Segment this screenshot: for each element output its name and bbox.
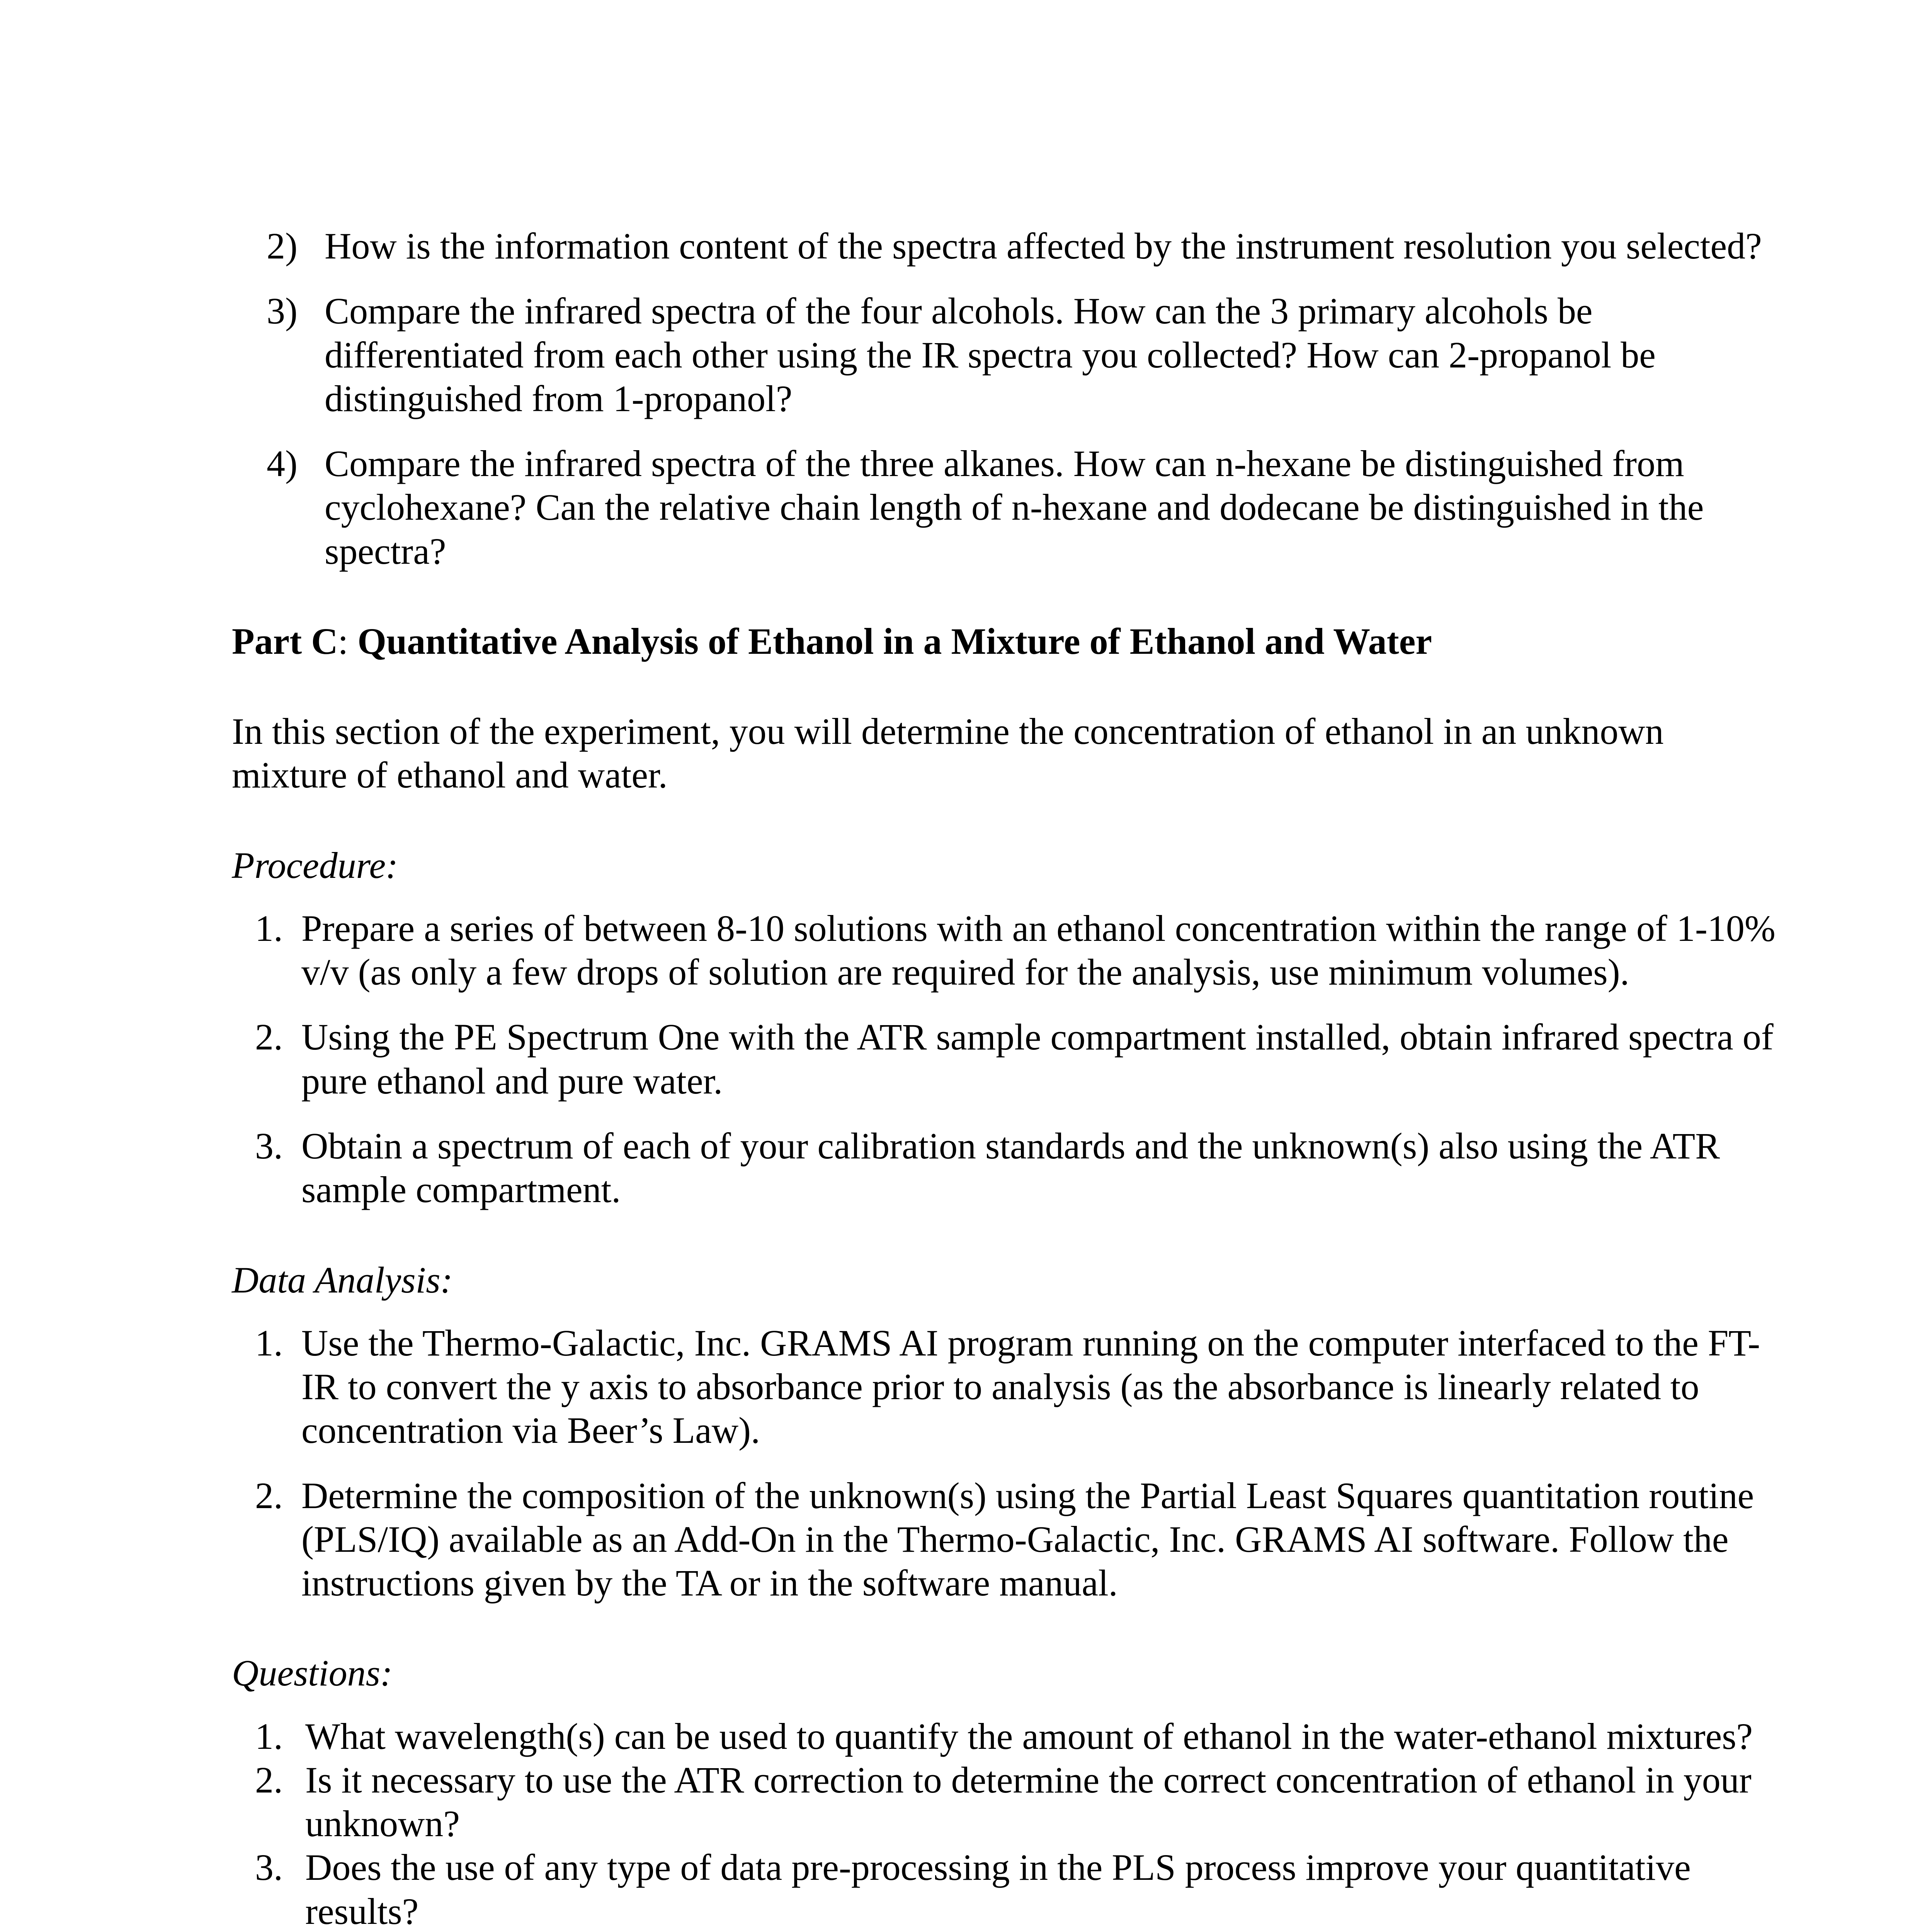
part-c-heading (232, 619, 1777, 663)
list-item (255, 1474, 1777, 1605)
item-number: 2. (255, 1759, 283, 1801)
part-c-title: Quantitative Analysis of Ethanol in a Mixture of Ethanol and Water (357, 620, 1432, 662)
item-number: 3. (255, 1125, 283, 1167)
procedure-list (255, 906, 1777, 1212)
item-number: 3) (267, 290, 298, 332)
list-item (255, 1714, 1777, 1758)
item-number: 1. (255, 1322, 283, 1364)
questions-list-c (255, 1714, 1777, 1932)
page-content (232, 224, 1777, 1932)
item-number: 3. (255, 1847, 283, 1888)
list-item (255, 1321, 1777, 1452)
item-number: 1. (255, 907, 283, 949)
item-text: Obtain a spectrum of each of your calibration standards and the unknown(s) also using the ATR sample compartment. (301, 1125, 1720, 1211)
list-item (255, 1124, 1777, 1212)
item-text: Using the PE Spectrum One with the ATR sample compartment installed, obtain infrared spectra of pure ethanol and pure water. (301, 1016, 1774, 1102)
part-c-intro: In this section of the experiment, you will determine the concentration of ethanol in an unknown mixture of ethanol and water. (232, 711, 1664, 796)
item-text: What wavelength(s) can be used to quantify the amount of ethanol in the water-ethanol mixtures? (305, 1715, 1753, 1757)
list-item (267, 289, 1777, 420)
item-text: Prepare a series of between 8-10 solutions with an ethanol concentration within the range of 1-10% v/v (as only a few drops of solution are required for the analysis, use minimum volumes). (301, 907, 1776, 993)
list-item (267, 442, 1777, 573)
item-text: Use the Thermo-Galactic, Inc. GRAMS AI program running on the computer interfaced to the FT-IR to convert the y axis to absorbance prior to analysis (as the absorbance is linearly related to concentration via Beer’s Law). (301, 1322, 1760, 1451)
data-analysis-list (255, 1321, 1777, 1605)
item-number: 1. (255, 1715, 283, 1757)
list-item (255, 1015, 1777, 1103)
item-number: 2) (267, 225, 298, 267)
list-item (255, 1758, 1777, 1846)
data-analysis-heading: Data Analysis: (232, 1259, 453, 1301)
list-item (267, 224, 1777, 268)
item-text: Compare the infrared spectra of the three alkanes. How can n-hexane be distinguished from cyclohexane? Can the relative chain length of n-hexane and dodecane be distinguished in the spectra? (325, 443, 1704, 572)
part-c-label: Part C (232, 620, 338, 662)
item-number: 2. (255, 1475, 283, 1516)
list-item (255, 1845, 1777, 1932)
item-text: Does the use of any type of data pre-processing in the PLS process improve your quantitative results? (305, 1847, 1691, 1932)
list-item (255, 906, 1777, 994)
item-text: How is the information content of the spectra affected by the instrument resolution you selected? (325, 225, 1762, 267)
item-number: 4) (267, 443, 298, 485)
item-number: 2. (255, 1016, 283, 1058)
procedure-heading: Procedure: (232, 844, 398, 886)
item-text: Is it necessary to use the ATR correction to determine the correct concentration of ethanol in your unknown? (305, 1759, 1752, 1845)
part-c-colon: : (338, 620, 358, 662)
questions-heading: Questions: (232, 1652, 393, 1694)
item-text: Compare the infrared spectra of the four alcohols. How can the 3 primary alcohols be differentiated from each other using the IR spectra you collected? How can 2-propanol be distinguished from 1-propanol? (325, 290, 1656, 419)
item-text: Determine the composition of the unknown(s) using the Partial Least Squares quantitation routine (PLS/IQ) available as an Add-On in the Thermo-Galactic, Inc. GRAMS AI software. Follow the instructions given by the TA or in the software manual. (301, 1475, 1754, 1604)
questions-list-top (267, 224, 1777, 573)
